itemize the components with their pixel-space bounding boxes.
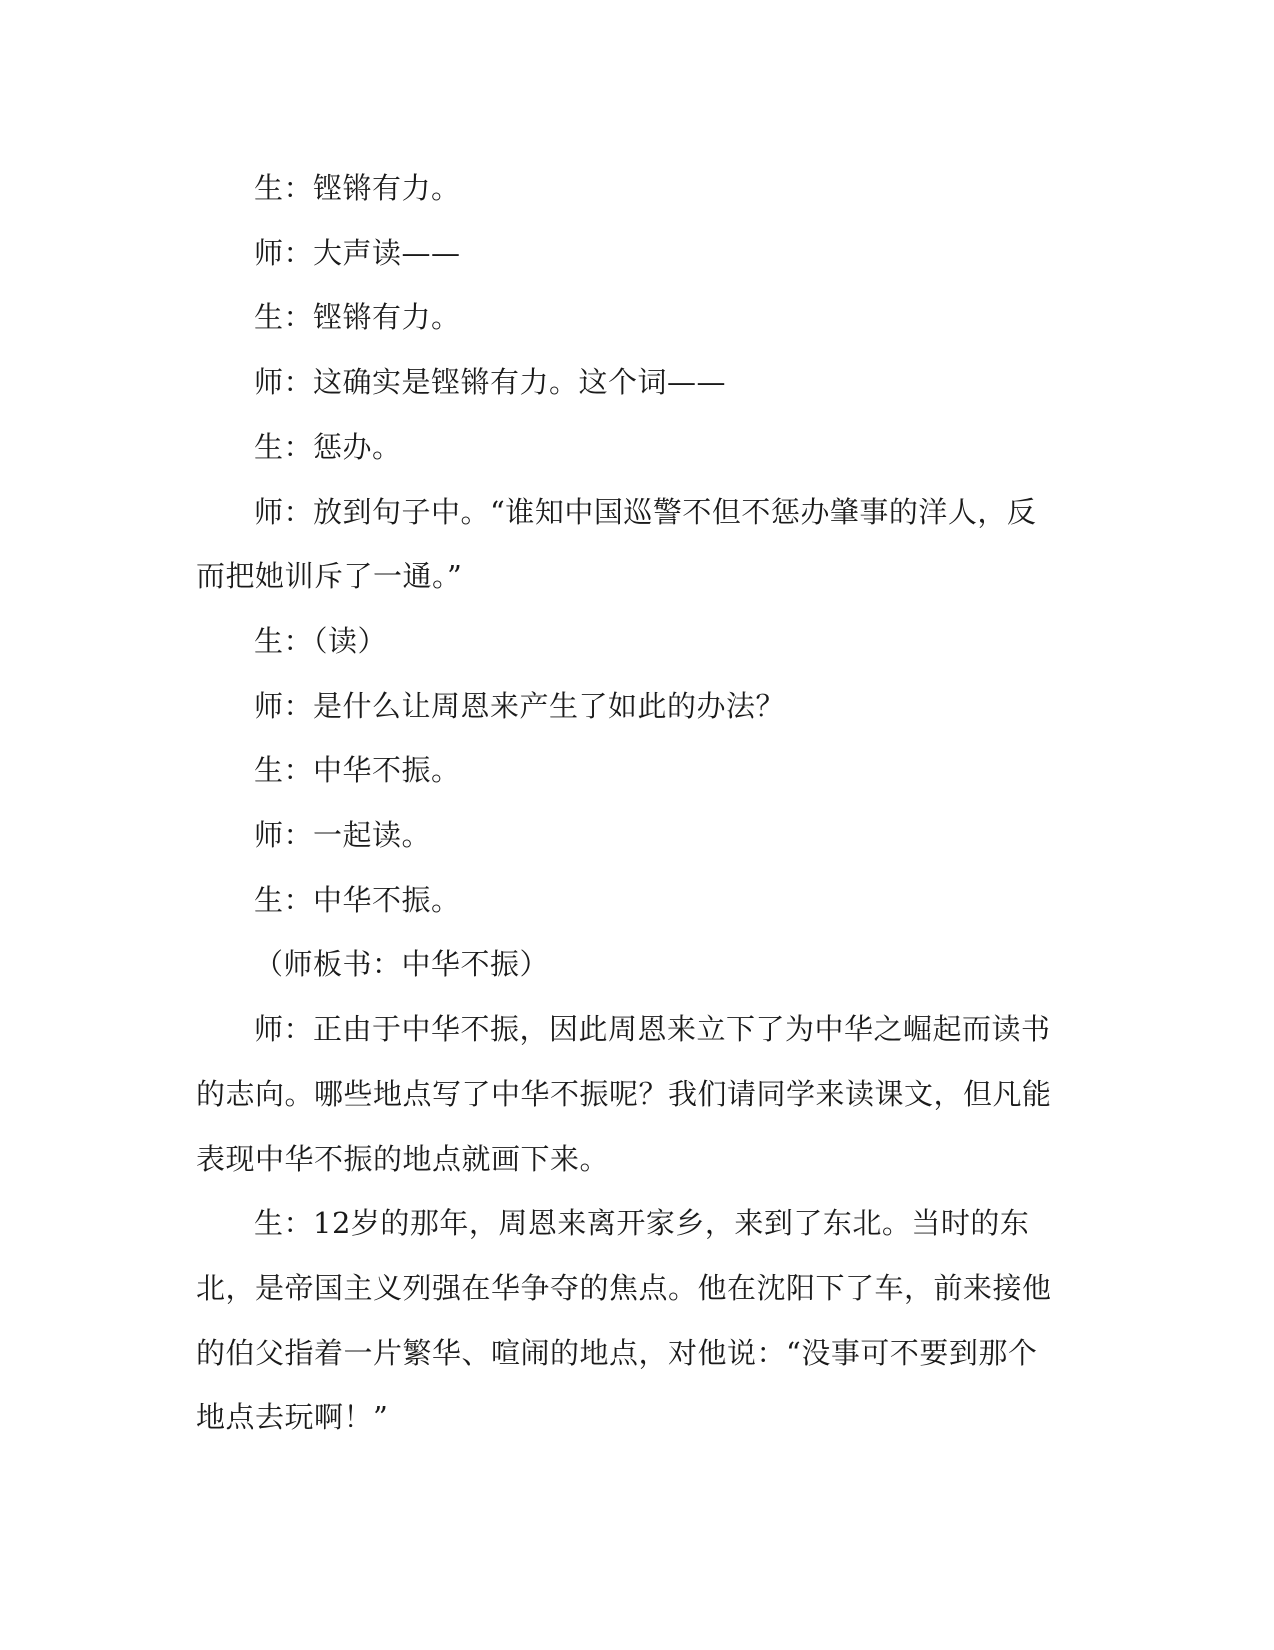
dialogue-line: 师：放到句子中。“谁知中国巡警不但不惩办肇事的洋人，反而把她训斥了一通。” bbox=[196, 494, 1037, 594]
dialogue-line: 师：是什么让周恩来产生了如此的办法？ bbox=[254, 688, 786, 723]
dialogue-line: 生：（读） bbox=[254, 623, 388, 658]
dialogue-line: 师：大声读—— bbox=[254, 235, 461, 270]
dialogue-line: 生：铿锵有力。 bbox=[254, 171, 461, 205]
board-note: （师板书：中华不振） bbox=[254, 947, 550, 982]
dialogue-line: 师：这确实是铿锵有力。这个词—— bbox=[254, 365, 727, 400]
dialogue-line: 师：正由于中华不振，因此周恩来立下了为中华之崛起而读书的志向。哪些地点写了中华不振呢？我们请同学来读课文，但凡能表现中华不振的地点就画下来。 bbox=[196, 1012, 1052, 1176]
dialogue-line: 师：一起读。 bbox=[254, 818, 432, 853]
dialogue-line: 生：铿锵有力。 bbox=[254, 300, 461, 335]
dialogue-line: 生：惩办。 bbox=[254, 429, 402, 464]
dialogue-line: 生：12岁的那年，周恩来离开家乡，来到了东北。当时的东北，是帝国主义列强在华争夺的焦点。他在沈阳下了车，前来接他的伯父指着一片繁华、喧闹的地点，对他说：“没事可不要到那个地点去玩啊！” bbox=[196, 1206, 1052, 1435]
document-body bbox=[196, 156, 1064, 1450]
dialogue-line: 生：中华不振。 bbox=[254, 753, 461, 788]
dialogue-line: 生：中华不振。 bbox=[254, 882, 461, 917]
